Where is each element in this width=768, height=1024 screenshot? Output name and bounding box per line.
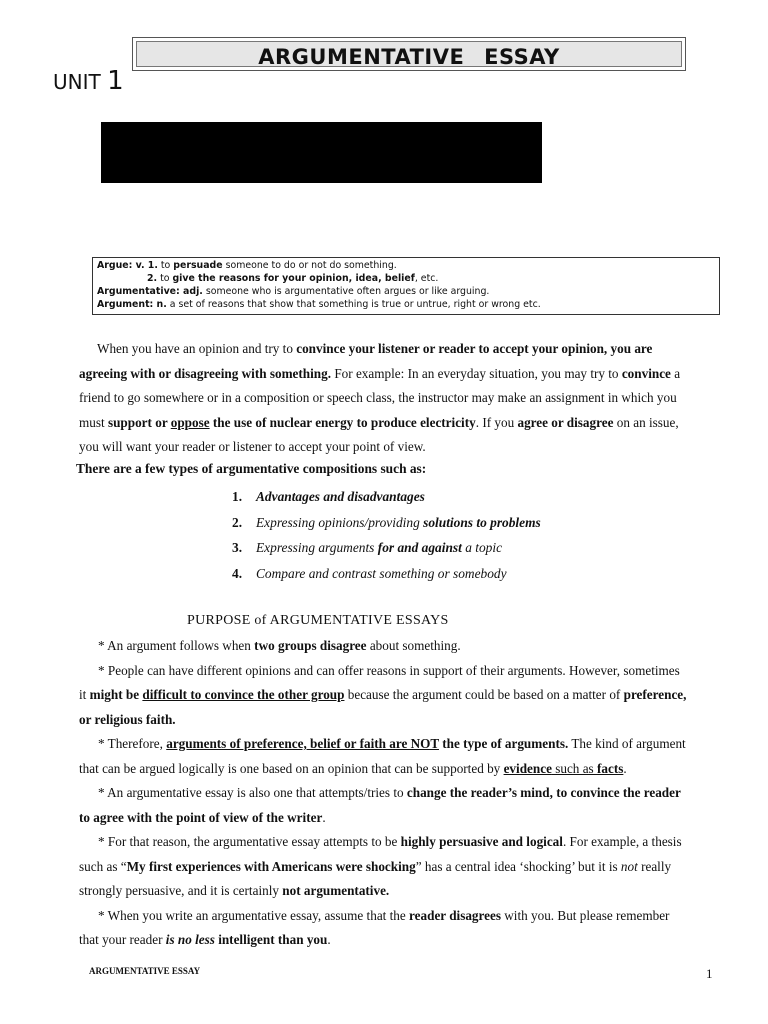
- text-run: * For that reason, the argumentative essay attempts to be: [98, 834, 401, 849]
- text-run: solutions to problems: [423, 514, 541, 530]
- text-run: * When you write an argumentative essay, assume that the: [98, 907, 410, 923]
- text-run: someone who is argumentative often argues or like arguing.: [202, 286, 490, 297]
- text-run: really: [637, 858, 672, 874]
- footer-label: ARGUMENTATIVE ESSAY: [89, 966, 201, 976]
- purpose-line: [79, 855, 717, 880]
- text-run: 2.: [147, 273, 158, 284]
- text-run: difficult to convince the other group: [142, 687, 345, 702]
- text-run: to agree with the point of view of the writer: [79, 809, 323, 825]
- text-run: to: [157, 260, 174, 271]
- document-title: ARGUMENTATIVE ESSAY: [258, 45, 560, 69]
- text-run: might be: [89, 687, 143, 702]
- text-run: . For example, a thesis: [562, 834, 682, 849]
- text-run: because the argument could be based on a matter of: [344, 687, 624, 702]
- text-run: My first experiences with Americans were shocking: [126, 858, 416, 874]
- purpose-line: [79, 904, 717, 929]
- purpose-line: [79, 757, 717, 782]
- text-run: must: [79, 414, 108, 430]
- text-run: it: [79, 687, 90, 702]
- text-run: convince your listener or reader to accept your opinion, you are: [296, 341, 653, 356]
- title-frame: [132, 37, 686, 71]
- page-number: 1: [706, 966, 713, 981]
- text-run: to: [157, 273, 173, 284]
- intro-line: [79, 411, 717, 436]
- text-run: evidence: [503, 760, 552, 776]
- text-run: * Therefore,: [98, 736, 167, 751]
- text-run: on an issue,: [613, 414, 679, 430]
- purpose-section: [79, 634, 717, 953]
- type-number: 1.: [232, 489, 243, 504]
- text-run: with you. But please remember: [500, 907, 670, 923]
- text-run: not argumentative.: [282, 883, 390, 898]
- text-run: for and against: [377, 540, 462, 555]
- text-run: the use of nuclear energy to produce electricity: [209, 414, 476, 430]
- text-run: give the reasons for your opinion, idea, belief: [172, 273, 415, 284]
- definition-line: [97, 272, 715, 285]
- redacted-block: [101, 122, 542, 183]
- text-run: the type of arguments.: [438, 736, 569, 751]
- text-run: not: [620, 858, 638, 874]
- intro-line: [79, 386, 717, 411]
- unit-label: [53, 66, 124, 96]
- text-run: facts: [596, 760, 624, 776]
- intro-line: [79, 435, 717, 460]
- text-run: .: [623, 760, 627, 776]
- text-run: reader disagrees: [409, 907, 501, 923]
- type-item: [232, 561, 541, 587]
- intro-line: [79, 362, 717, 387]
- text-run: oppose: [170, 414, 210, 430]
- text-run: ” has a central idea ‘shocking’ but it is: [415, 858, 621, 874]
- purpose-line: [79, 708, 717, 733]
- definition-line: [97, 285, 715, 298]
- text-run: friend to go somewhere or in a composition or speech class, the instructor may make an assignment in which you: [79, 390, 677, 405]
- purpose-line: [79, 732, 717, 757]
- text-run: Expressing opinions/providing: [256, 514, 424, 530]
- text-run: Argue: v. 1.: [97, 260, 158, 271]
- purpose-line: [79, 830, 717, 855]
- text-run: * An argumentative essay is also one that attempts/tries to: [98, 785, 407, 800]
- type-number: 4.: [232, 565, 243, 581]
- purpose-line: [79, 806, 717, 831]
- type-number: 3.: [232, 540, 243, 555]
- text-run: a topic: [461, 540, 503, 555]
- unit-number: 1: [107, 66, 124, 96]
- text-run: Compare and contrast something or somebody: [256, 565, 507, 581]
- purpose-line: [79, 879, 717, 904]
- text-run: When you have an opinion and try to: [97, 341, 297, 356]
- text-run: such as “: [79, 858, 127, 874]
- text-run: * People can have different opinions and can offer reasons in support of their arguments. However, sometimes: [98, 662, 680, 678]
- text-run: Argumentative: adj.: [97, 286, 203, 297]
- text-run: or religious faith.: [79, 711, 176, 727]
- text-run: such as: [551, 760, 597, 776]
- text-run: * An argument follows when: [98, 638, 255, 653]
- text-run: Expressing arguments: [256, 540, 378, 555]
- intro-paragraph: [79, 337, 717, 460]
- purpose-line: [79, 928, 717, 953]
- text-run: convince: [621, 365, 671, 381]
- text-run: strongly persuasive, and it is certainly: [79, 883, 283, 898]
- text-run: agreeing with or disagreeing with something.: [79, 365, 332, 381]
- text-run: Advantages and disadvantages: [256, 489, 425, 504]
- text-run: two groups disagree: [254, 638, 367, 653]
- text-run: support or: [107, 414, 171, 430]
- text-run: persuade: [173, 260, 223, 271]
- intro-line: [79, 337, 717, 362]
- types-list: [232, 484, 541, 586]
- text-run: that your reader: [79, 932, 166, 947]
- text-run: .: [327, 932, 331, 947]
- type-item: [232, 510, 541, 536]
- title-box: [136, 41, 682, 67]
- purpose-heading: PURPOSE of ARGUMENTATIVE ESSAYS: [187, 613, 449, 628]
- definition-line: [97, 298, 715, 311]
- purpose-line: [79, 781, 717, 806]
- text-run: is no less: [165, 932, 215, 947]
- text-run: , etc.: [414, 273, 439, 284]
- text-run: For example: In an everyday situation, you may try to: [331, 365, 622, 381]
- text-run: Argument: n.: [97, 299, 167, 310]
- purpose-line: [79, 634, 717, 659]
- text-run: about something.: [366, 638, 461, 653]
- text-run: someone to do or not do something.: [222, 260, 397, 271]
- text-run: arguments of preference, belief or faith are NOT: [166, 736, 439, 751]
- text-run: intelligent than you: [214, 932, 328, 947]
- purpose-line: [79, 683, 717, 708]
- type-item: [232, 535, 541, 561]
- text-run: highly persuasive and logical: [400, 834, 563, 849]
- unit-word: UNIT: [53, 70, 108, 94]
- text-run: change the reader’s mind, to convince the reader: [406, 785, 681, 800]
- types-heading: There are a few types of argumentative compositions such as:: [76, 461, 427, 476]
- text-run: agree or disagree: [517, 414, 614, 430]
- text-run: . If you: [475, 414, 518, 430]
- definition-line: [97, 259, 715, 272]
- purpose-line: [79, 659, 717, 684]
- type-number: 2.: [232, 514, 243, 530]
- type-item: [232, 484, 541, 510]
- text-run: a set of reasons that show that something is true or untrue, right or wrong etc.: [166, 299, 541, 310]
- text-run: you will want your reader or listener to accept your point of view.: [79, 439, 426, 454]
- text-run: preference,: [623, 687, 687, 702]
- text-run: .: [322, 809, 326, 825]
- text-run: The kind of argument: [568, 736, 686, 751]
- definitions-box: [92, 257, 720, 315]
- text-run: that can be argued logically is one based on an opinion that can be supported by: [79, 760, 504, 776]
- text-run: a: [670, 365, 681, 381]
